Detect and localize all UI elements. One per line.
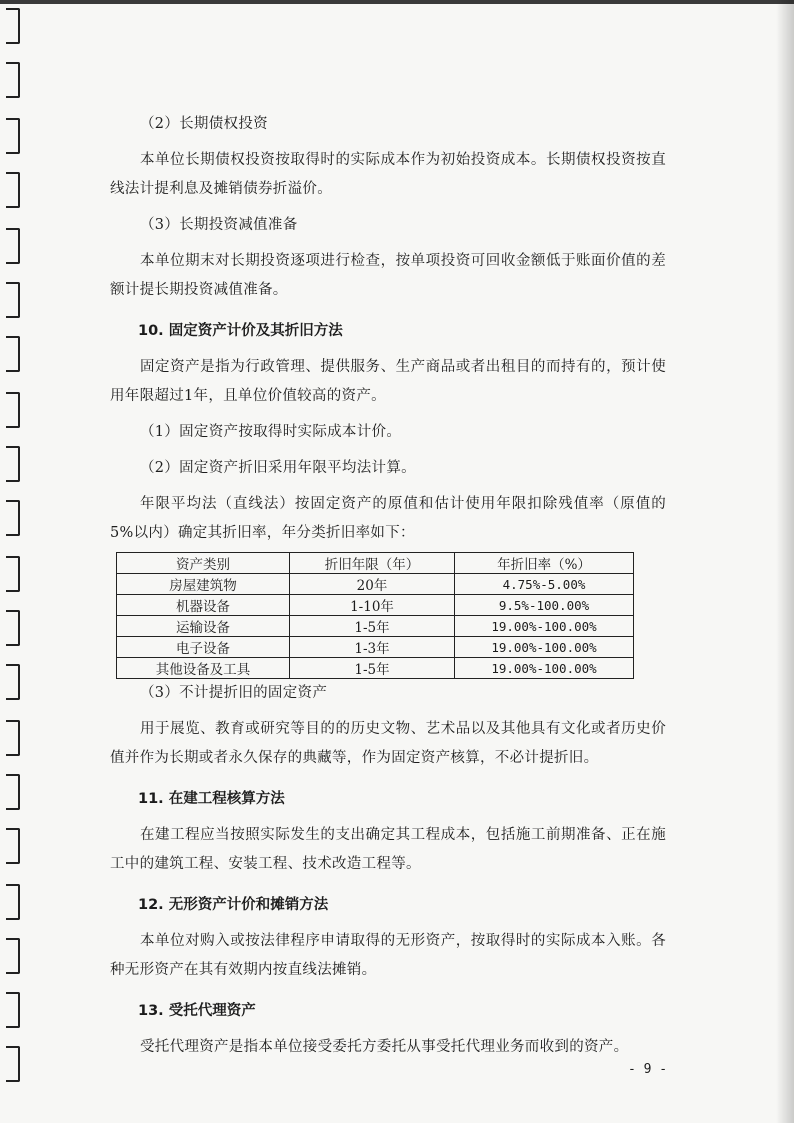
fixed-asset-item-1: （1）固定资产按取得时实际成本计价。 — [140, 424, 402, 440]
annual-rate: 19.00%-100.00% — [455, 658, 634, 679]
depreciation-rate-table — [116, 552, 634, 679]
depreciation-method-text: 年限平均法（直线法）按固定资产的原值和估计使用年限扣除残值率（原值的5%以内）确定其折旧率，年分类折旧率如下： — [110, 496, 666, 541]
binding-marks — [0, 0, 30, 1123]
depreciation-years: 20年 — [290, 574, 455, 595]
annual-rate: 19.00%-100.00% — [455, 637, 634, 658]
section-12-title: 12. 无形资产计价和摊销方法 — [138, 897, 329, 913]
annual-rate: 9.5%-100.00% — [455, 595, 634, 616]
table-row — [117, 616, 634, 637]
non-depreciated-assets-text: 用于展览、教育或研究等目的的历史文物、艺术品以及其他具有文化或者历史价值并作为长期或者永久保存的典藏等，作为固定资产核算，不必计提折旧。 — [110, 721, 666, 766]
annual-rate: 19.00%-100.00% — [455, 616, 634, 637]
construction-in-progress-text: 在建工程应当按照实际发生的支出确定其工程成本，包括施工前期准备、正在施工中的建筑工程、安装工程、技术改造工程等。 — [110, 827, 666, 872]
depreciation-years: 1-5年 — [290, 616, 455, 637]
table-header-cell: 资产类别 — [117, 553, 290, 574]
table-row — [117, 658, 634, 679]
fixed-asset-item-3: （3）不计提折旧的固定资产 — [140, 685, 328, 701]
annual-rate: 4.75%-5.00% — [455, 574, 634, 595]
intangible-assets-text: 本单位对购入或按法律程序申请取得的无形资产，按取得时的实际成本入账。各种无形资产在其有效期内按直线法摊销。 — [110, 933, 666, 978]
scan-top-edge — [0, 0, 794, 4]
asset-category: 其他设备及工具 — [117, 658, 290, 679]
impairment-heading: （3）长期投资减值准备 — [140, 217, 298, 233]
table-row — [117, 637, 634, 658]
asset-category: 运输设备 — [117, 616, 290, 637]
table-row — [117, 595, 634, 616]
long-term-bond-heading: （2）长期债权投资 — [140, 116, 268, 132]
asset-category: 房屋建筑物 — [117, 574, 290, 595]
fixed-asset-item-2: （2）固定资产折旧采用年限平均法计算。 — [140, 460, 416, 476]
table-row — [117, 574, 634, 595]
depreciation-years: 1-10年 — [290, 595, 455, 616]
entrusted-assets-text: 受托代理资产是指本单位接受委托方委托从事受托代理业务而收到的资产。 — [140, 1039, 629, 1055]
table-header-cell: 年折旧率（%） — [455, 553, 634, 574]
impairment-text: 本单位期末对长期投资逐项进行检查，按单项投资可回收金额低于账面价值的差额计提长期投资减值准备。 — [110, 253, 666, 298]
section-11-title: 11. 在建工程核算方法 — [138, 791, 285, 807]
section-13-title: 13. 受托代理资产 — [138, 1003, 256, 1019]
depreciation-years: 1-5年 — [290, 658, 455, 679]
document-body — [110, 110, 666, 1062]
page-number: - 9 - — [628, 1062, 668, 1077]
asset-category: 电子设备 — [117, 637, 290, 658]
fixed-asset-definition: 固定资产是指为行政管理、提供服务、生产商品或者出租目的而持有的，预计使用年限超过1年，且单位价值较高的资产。 — [110, 359, 666, 404]
long-term-bond-text: 本单位长期债权投资按取得时的实际成本作为初始投资成本。长期债权投资按直线法计提利息及摊销债券折溢价。 — [110, 152, 666, 197]
section-10-title: 10. 固定资产计价及其折旧方法 — [138, 323, 343, 339]
depreciation-years: 1-3年 — [290, 637, 455, 658]
asset-category: 机器设备 — [117, 595, 290, 616]
table-header-row — [117, 553, 634, 574]
table-header-cell: 折旧年限（年） — [290, 553, 455, 574]
scan-right-shadow — [776, 0, 794, 1123]
